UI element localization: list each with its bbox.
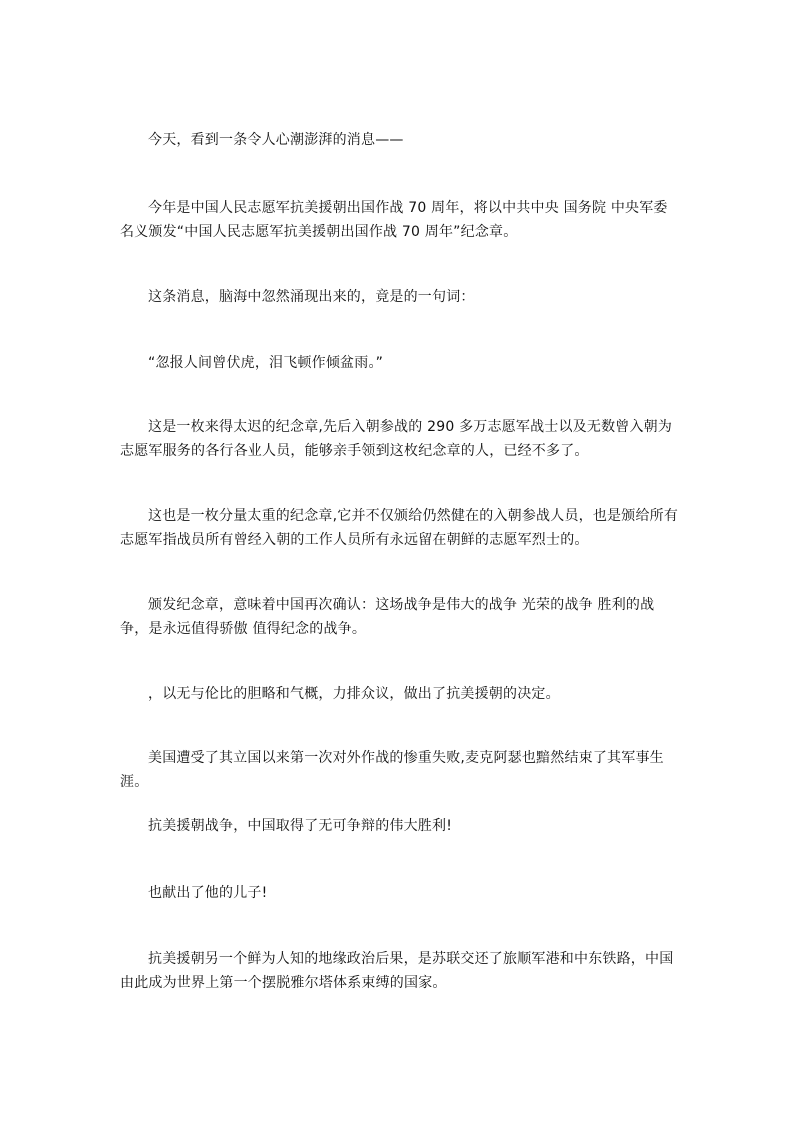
paragraph-9: 美国遭受了其立国以来第一次对外作战的惨重失败,麦克阿瑟也黯然结束了其军事生涯。 [120, 750, 664, 790]
paragraph-3: 这条消息，脑海中忽然涌现出来的，竟是的一句词： [148, 289, 475, 305]
paragraph-7: 颁发纪念章，意味着中国再次确认：这场战争是伟大的战争 光荣的战争 胜利的战争，是永远值得骄傲 值得纪念的战争。 [120, 597, 655, 637]
paragraph-1: 今天，看到一条令人心潮澎湃的消息—— [148, 132, 404, 148]
paragraph-6: 这也是一枚分量太重的纪念章,它并不仅颁给仍然健在的入朝参战人员，也是颁给所有志愿军指战员所有曾经入朝的工作人员所有永远留在朝鲜的志愿军烈士的。 [120, 508, 679, 548]
paragraph-5: 这是一枚来得太迟的纪念章,先后入朝参战的 290 多万志愿军战士以及无数曾入朝为志愿军服务的各行各业人员，能够亲手领到这枚纪念章的人，已经不多了。 [120, 419, 673, 459]
paragraph-4: “忽报人间曾伏虎，泪飞顿作倾盆雨。” [148, 355, 384, 371]
paragraph-10: 抗美援朝战争，中国取得了无可争辩的伟大胜利! [148, 818, 453, 834]
paragraph-2: 今年是中国人民志愿军抗美援朝出国作战 70 周年，将以中共中央 国务院 中央军委名义颁发“中国人民志愿军抗美援朝出国作战 70 周年”纪念章。 [120, 200, 668, 240]
paragraph-11: 也献出了他的儿子! [148, 885, 268, 901]
paragraph-12: 抗美援朝另一个鲜为人知的地缘政治后果，是苏联交还了旅顺军港和中东铁路，中国由此成为世界上第一个摆脱雅尔塔体系束缚的国家。 [120, 951, 674, 991]
paragraph-8: ，以无与伦比的胆略和气概，力排众议，做出了抗美援朝的决定。 [148, 686, 560, 702]
